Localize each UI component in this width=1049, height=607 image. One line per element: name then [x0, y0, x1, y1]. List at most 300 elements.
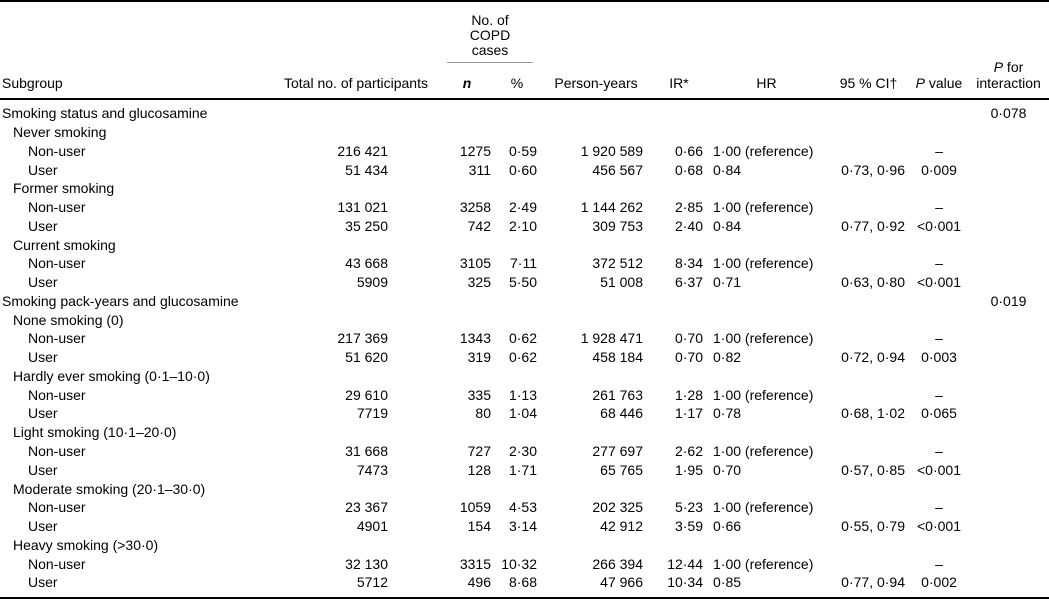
cell-p-value: –: [935, 330, 943, 347]
cell-person-years: 261 763: [592, 386, 643, 403]
cell-ir: 6·37: [674, 274, 703, 291]
cell-copd-n: [440, 236, 494, 255]
cell-person-years: 47 966: [600, 574, 643, 591]
cell-copd-percent: 0·62: [508, 330, 537, 347]
cell-hr: 1·00 (reference): [713, 555, 814, 572]
cell-p-value: 0·009: [921, 161, 957, 178]
cell-p-interaction: [968, 367, 1049, 386]
cell-copd-percent: 4·53: [508, 499, 537, 516]
cell-subgroup: User: [28, 405, 58, 422]
cell-copd-n: 335: [467, 386, 491, 403]
cell-p-value: 0·002: [921, 574, 957, 591]
cell-ci: [827, 386, 910, 405]
cell-copd-n: 727: [467, 443, 491, 460]
cell-total-participants: 43 668: [345, 255, 388, 272]
cell-subgroup: Heavy smoking (>30·0): [13, 536, 159, 553]
cell-copd-n: 742: [467, 217, 491, 234]
table-row: [0, 498, 1049, 517]
table-row: [0, 461, 1049, 480]
cell-copd-n: 311: [468, 161, 491, 178]
table-row: [0, 254, 1049, 273]
cell-p-interaction: [968, 555, 1049, 574]
cell-ci: [827, 311, 910, 330]
cell-ir: [652, 311, 706, 330]
cell-total-participants: 7473: [356, 461, 388, 478]
cell-p-interaction: 0·078: [990, 105, 1027, 122]
cell-p-value: [910, 99, 968, 123]
cell-p-value: [910, 423, 968, 442]
cell-subgroup: User: [28, 161, 58, 178]
table-row: [0, 329, 1049, 348]
cell-copd-percent: [494, 292, 540, 311]
cell-copd-percent: [494, 179, 540, 198]
cell-p-value: <0·001: [917, 461, 961, 478]
cell-p-value: –: [935, 199, 943, 216]
cell-ir: 2·62: [674, 443, 703, 460]
cell-copd-n: [440, 480, 494, 499]
cell-copd-percent: 8·68: [508, 574, 537, 591]
column-header-person-years: Person-years: [554, 75, 638, 91]
cell-total-participants: 23 367: [345, 499, 388, 516]
table-row: [0, 404, 1049, 423]
cell-p-interaction: [968, 573, 1049, 598]
cell-total-participants: 7719: [356, 405, 388, 422]
cell-p-value: [910, 123, 968, 142]
cell-copd-n: [440, 536, 494, 555]
column-header-ir: IR*: [669, 75, 689, 91]
table-row: [0, 423, 1049, 442]
cell-copd-percent: 1·04: [508, 405, 537, 422]
cell-person-years: [540, 179, 652, 198]
cell-copd-n: 3315: [459, 555, 491, 572]
cell-copd-percent: 1·71: [508, 461, 537, 478]
cell-ci: 0·57, 0·85: [841, 461, 905, 478]
cell-ci: [827, 555, 910, 574]
cell-p-value: 0·003: [921, 349, 957, 366]
cell-subgroup: Moderate smoking (20·1–30·0): [13, 480, 206, 497]
cell-hr: 1·00 (reference): [713, 443, 814, 460]
cell-copd-n: [440, 423, 494, 442]
cell-copd-n: 325: [467, 274, 491, 291]
table-row: [0, 99, 1049, 123]
cell-hr: 1·00 (reference): [713, 142, 814, 159]
cell-total-participants: [272, 236, 440, 255]
cell-total-participants: 51 620: [345, 349, 388, 366]
cell-person-years: [540, 236, 652, 255]
table-row: [0, 367, 1049, 386]
cell-ci: [827, 179, 910, 198]
column-header-p-interaction: [968, 1, 1049, 99]
cell-ir: [652, 179, 706, 198]
cell-hr: [706, 236, 827, 255]
cell-total-participants: [272, 123, 440, 142]
cell-copd-percent: [494, 123, 540, 142]
cell-p-interaction: [968, 123, 1049, 142]
column-header-ci: 95 % CI†: [839, 75, 898, 91]
cell-total-participants: [272, 292, 440, 311]
cell-total-participants: 5712: [356, 574, 388, 591]
cell-ci: 0·72, 0·94: [841, 349, 905, 366]
cell-hr: [706, 536, 827, 555]
column-header-hr: HR: [756, 75, 777, 91]
cell-hr: [706, 99, 827, 123]
cell-ir: 0·68: [674, 161, 703, 178]
table-row: [0, 480, 1049, 499]
cell-hr: [706, 423, 827, 442]
cell-subgroup: User: [28, 518, 58, 535]
cell-p-value: <0·001: [917, 217, 961, 234]
cell-p-value: [910, 292, 968, 311]
cell-ir: [652, 367, 706, 386]
cell-ci: 0·73, 0·96: [841, 161, 905, 178]
cell-ir: 12·44: [667, 555, 703, 572]
cell-ir: 8·34: [674, 255, 703, 272]
cell-ir: [652, 480, 706, 499]
cell-copd-percent: 2·30: [508, 443, 537, 460]
p-interaction-line2: interaction: [976, 75, 1041, 91]
column-header-copd-cases-spanner: [440, 1, 540, 63]
table-row: [0, 555, 1049, 574]
cell-copd-percent: [494, 367, 540, 386]
cell-person-years: 51 008: [600, 274, 643, 291]
cell-person-years: 372 512: [592, 255, 643, 272]
cell-person-years: 42 912: [600, 518, 643, 535]
cell-subgroup: Hardly ever smoking (0·1–10·0): [13, 367, 210, 384]
cell-total-participants: 32 130: [345, 555, 388, 572]
cell-copd-percent: [494, 236, 540, 255]
cell-copd-percent: 0·59: [508, 142, 537, 159]
cell-ci: [827, 198, 910, 217]
cell-person-years: 266 394: [592, 555, 643, 572]
cell-ci: [827, 367, 910, 386]
cell-p-interaction: [968, 273, 1049, 292]
cell-p-interaction: [968, 179, 1049, 198]
cell-total-participants: 4901: [356, 518, 388, 535]
cell-p-value: [910, 536, 968, 555]
column-header-n: n: [462, 75, 472, 91]
cell-p-value: [910, 480, 968, 499]
cell-ir: 0·70: [674, 330, 703, 347]
table-row: [0, 217, 1049, 236]
cell-hr: 0·85: [713, 574, 742, 591]
cell-subgroup: Never smoking: [13, 124, 107, 140]
cell-p-interaction: [968, 461, 1049, 480]
cell-copd-percent: 0·60: [508, 161, 537, 178]
cell-ir: 1·95: [674, 461, 703, 478]
cell-p-interaction: [968, 142, 1049, 161]
header-row-spanner: [0, 1, 1049, 63]
table-row: [0, 386, 1049, 405]
cell-copd-n: 1275: [459, 142, 491, 159]
table-row: [0, 442, 1049, 461]
cell-p-interaction: [968, 517, 1049, 536]
cell-total-participants: [272, 536, 440, 555]
table-row: [0, 123, 1049, 142]
cell-person-years: [540, 292, 652, 311]
cell-subgroup: None smoking (0): [13, 311, 124, 328]
cell-p-interaction: [968, 386, 1049, 405]
cell-ci: [827, 236, 910, 255]
cell-person-years: 202 325: [592, 499, 643, 516]
cell-copd-percent: 1·13: [508, 386, 537, 403]
cell-person-years: [540, 311, 652, 330]
cell-total-participants: [272, 179, 440, 198]
cell-p-value: [910, 311, 968, 330]
cell-p-interaction: [968, 198, 1049, 217]
cell-person-years: [540, 423, 652, 442]
cell-subgroup: Smoking status and glucosamine: [2, 105, 208, 122]
cell-ci: 0·63, 0·80: [841, 274, 905, 291]
cell-hr: [706, 292, 827, 311]
cell-hr: 0·82: [713, 349, 742, 366]
cell-subgroup: User: [28, 217, 58, 234]
cell-total-participants: 35 250: [345, 217, 388, 234]
cell-ir: [652, 536, 706, 555]
cell-hr: 0·84: [713, 161, 742, 178]
cell-copd-percent: 2·49: [508, 199, 537, 216]
cell-p-interaction: [968, 217, 1049, 236]
cell-ci: 0·77, 0·94: [841, 574, 905, 591]
cell-ir: 2·85: [674, 199, 703, 216]
table-row: [0, 517, 1049, 536]
cell-hr: [706, 480, 827, 499]
cell-total-participants: 31 668: [345, 443, 388, 460]
cell-person-years: 1 928 471: [580, 330, 643, 347]
cell-copd-n: [440, 179, 494, 198]
cell-total-participants: 131 021: [337, 199, 388, 216]
cell-p-interaction: [968, 311, 1049, 330]
cell-ir: [652, 292, 706, 311]
cell-p-interaction: [968, 442, 1049, 461]
cell-ir: [652, 236, 706, 255]
copd-spanner-label: No. of COPD cases: [469, 12, 511, 58]
cell-copd-percent: 3·14: [508, 518, 537, 535]
cell-person-years: 1 920 589: [580, 142, 643, 159]
cell-subgroup: Former smoking: [13, 180, 115, 197]
cell-person-years: 68 446: [600, 405, 643, 422]
cell-ir: 3·59: [674, 518, 703, 535]
cell-copd-n: [440, 99, 494, 123]
p-interaction-line1: [968, 59, 1049, 75]
cell-copd-n: [440, 367, 494, 386]
cell-copd-n: 1059: [459, 499, 491, 516]
cell-ir: 0·70: [674, 349, 703, 366]
column-header-p-value: [910, 1, 968, 99]
cell-p-interaction: [968, 480, 1049, 499]
cell-copd-percent: 7·11: [510, 255, 537, 272]
cell-p-value: –: [935, 255, 943, 272]
p-value-rest: value: [924, 75, 963, 91]
cell-ci: [827, 254, 910, 273]
table-row: [0, 292, 1049, 311]
cell-copd-n: 319: [467, 349, 491, 366]
cell-hr: [706, 311, 827, 330]
cell-ci: [827, 329, 910, 348]
table-row: [0, 273, 1049, 292]
cell-subgroup: Non-user: [28, 499, 86, 516]
cell-subgroup: User: [28, 349, 58, 366]
cell-subgroup: Non-user: [28, 199, 86, 216]
cell-ir: 0·66: [674, 142, 703, 159]
cell-ci: [827, 480, 910, 499]
p-interaction-italic-p: P: [993, 59, 1004, 75]
cell-subgroup: Current smoking: [13, 236, 116, 253]
cell-subgroup: Non-user: [28, 555, 86, 572]
cell-hr: 0·84: [713, 217, 742, 234]
cell-person-years: 65 765: [600, 461, 643, 478]
cell-subgroup: Non-user: [28, 386, 86, 403]
cell-total-participants: 5909: [356, 274, 388, 291]
cell-copd-n: 3258: [459, 199, 491, 216]
table-row: [0, 236, 1049, 255]
cell-hr: 1·00 (reference): [713, 199, 814, 216]
cell-ci: [827, 142, 910, 161]
cell-hr: [706, 179, 827, 198]
cell-p-interaction: 0·019: [990, 292, 1027, 309]
cell-copd-percent: 2·10: [508, 217, 537, 234]
cell-person-years: 458 184: [592, 349, 643, 366]
cell-person-years: [540, 480, 652, 499]
cell-total-participants: [272, 99, 440, 123]
cell-total-participants: 29 610: [345, 386, 388, 403]
column-header-percent: %: [510, 75, 524, 91]
cell-total-participants: [272, 367, 440, 386]
cell-copd-percent: [494, 423, 540, 442]
cell-subgroup: Non-user: [28, 255, 86, 272]
cell-hr: 1·00 (reference): [713, 255, 814, 272]
cell-copd-percent: 5·50: [508, 274, 537, 291]
cell-person-years: [540, 123, 652, 142]
cell-copd-n: 496: [467, 574, 491, 591]
cell-ci: [827, 536, 910, 555]
cell-total-participants: [272, 311, 440, 330]
cell-p-interaction: [968, 161, 1049, 180]
cell-p-value: <0·001: [917, 274, 961, 291]
cell-p-interaction: [968, 423, 1049, 442]
table-row: [0, 348, 1049, 367]
cell-hr: 1·00 (reference): [713, 386, 814, 403]
cell-copd-percent: [494, 99, 540, 123]
cell-p-value: [910, 179, 968, 198]
table-row: [0, 179, 1049, 198]
table-body: [0, 99, 1049, 598]
cell-ci: [827, 123, 910, 142]
cell-hr: 1·00 (reference): [713, 499, 814, 516]
cell-total-participants: 217 369: [337, 330, 388, 347]
cell-person-years: 456 567: [592, 161, 643, 178]
cell-copd-percent: [494, 311, 540, 330]
cell-ci: 0·68, 1·02: [841, 405, 905, 422]
cell-copd-percent: 0·62: [508, 349, 537, 366]
cell-subgroup: Non-user: [28, 443, 86, 460]
cell-ci: [827, 99, 910, 123]
cell-subgroup: Non-user: [28, 142, 86, 159]
cell-hr: 0·66: [713, 518, 742, 535]
table-header: [0, 1, 1049, 99]
cell-person-years: 1 144 262: [580, 199, 643, 216]
cell-ir: [652, 423, 706, 442]
cell-p-value: [910, 367, 968, 386]
cell-p-interaction: [968, 536, 1049, 555]
cell-hr: [706, 123, 827, 142]
cell-ir: 5·23: [674, 499, 703, 516]
cell-ir: 2·40: [674, 217, 703, 234]
table-row: [0, 142, 1049, 161]
cell-copd-n: [440, 311, 494, 330]
cell-copd-n: 128: [467, 461, 491, 478]
cell-hr: 0·70: [713, 461, 742, 478]
cell-p-interaction: [968, 329, 1049, 348]
cell-ci: 0·55, 0·79: [841, 518, 905, 535]
cell-ci: [827, 423, 910, 442]
cell-ci: 0·77, 0·92: [841, 217, 905, 234]
cell-p-value: –: [935, 443, 943, 460]
cell-p-interaction: [968, 254, 1049, 273]
cell-copd-percent: [494, 536, 540, 555]
cell-p-value: –: [935, 555, 943, 572]
cell-hr: 0·78: [713, 405, 742, 422]
cell-p-interaction: [968, 348, 1049, 367]
cell-ir: [652, 99, 706, 123]
cell-hr: 0·71: [713, 274, 742, 291]
cell-ci: [827, 498, 910, 517]
cell-p-interaction: [968, 498, 1049, 517]
cell-copd-n: 1343: [459, 330, 491, 347]
cell-total-participants: 216 421: [337, 142, 388, 159]
cell-subgroup: Non-user: [28, 330, 86, 347]
cell-p-value: –: [935, 386, 943, 403]
cell-subgroup: User: [28, 274, 58, 291]
cell-person-years: [540, 367, 652, 386]
cell-person-years: [540, 536, 652, 555]
p-value-italic-p: P: [915, 75, 925, 91]
cell-p-value: <0·001: [917, 518, 961, 535]
table-row: [0, 161, 1049, 180]
cell-copd-percent: [494, 480, 540, 499]
cell-person-years: 277 697: [592, 443, 643, 460]
cell-copd-n: [440, 123, 494, 142]
cell-p-interaction: [968, 236, 1049, 255]
cell-total-participants: [272, 480, 440, 499]
cell-ci: [827, 292, 910, 311]
cell-copd-percent: 10·32: [501, 555, 537, 572]
table-row: [0, 198, 1049, 217]
column-header-total-participants: Total no. of participants: [284, 75, 428, 91]
column-header-subgroup: Subgroup: [2, 75, 63, 91]
cell-copd-n: 3105: [459, 255, 491, 272]
cell-subgroup: User: [28, 574, 58, 591]
cell-p-value: [910, 236, 968, 255]
cell-ir: 10·34: [667, 574, 703, 591]
table-row: [0, 573, 1049, 598]
cell-p-value: –: [935, 499, 943, 516]
cell-subgroup: User: [28, 461, 58, 478]
cell-ir: 1·17: [674, 405, 703, 422]
cell-total-participants: [272, 423, 440, 442]
cell-hr: 1·00 (reference): [713, 330, 814, 347]
cell-subgroup: Light smoking (10·1–20·0): [13, 424, 177, 441]
cell-person-years: [540, 99, 652, 123]
table-row: [0, 311, 1049, 330]
cell-copd-n: 154: [467, 518, 491, 535]
cell-copd-n: [440, 292, 494, 311]
cell-p-value: 0·065: [921, 405, 957, 422]
cell-hr: [706, 367, 827, 386]
cell-total-participants: 51 434: [345, 161, 388, 178]
cell-copd-n: 80: [475, 405, 491, 422]
cell-person-years: 309 753: [592, 217, 643, 234]
cell-p-value: –: [935, 142, 943, 159]
